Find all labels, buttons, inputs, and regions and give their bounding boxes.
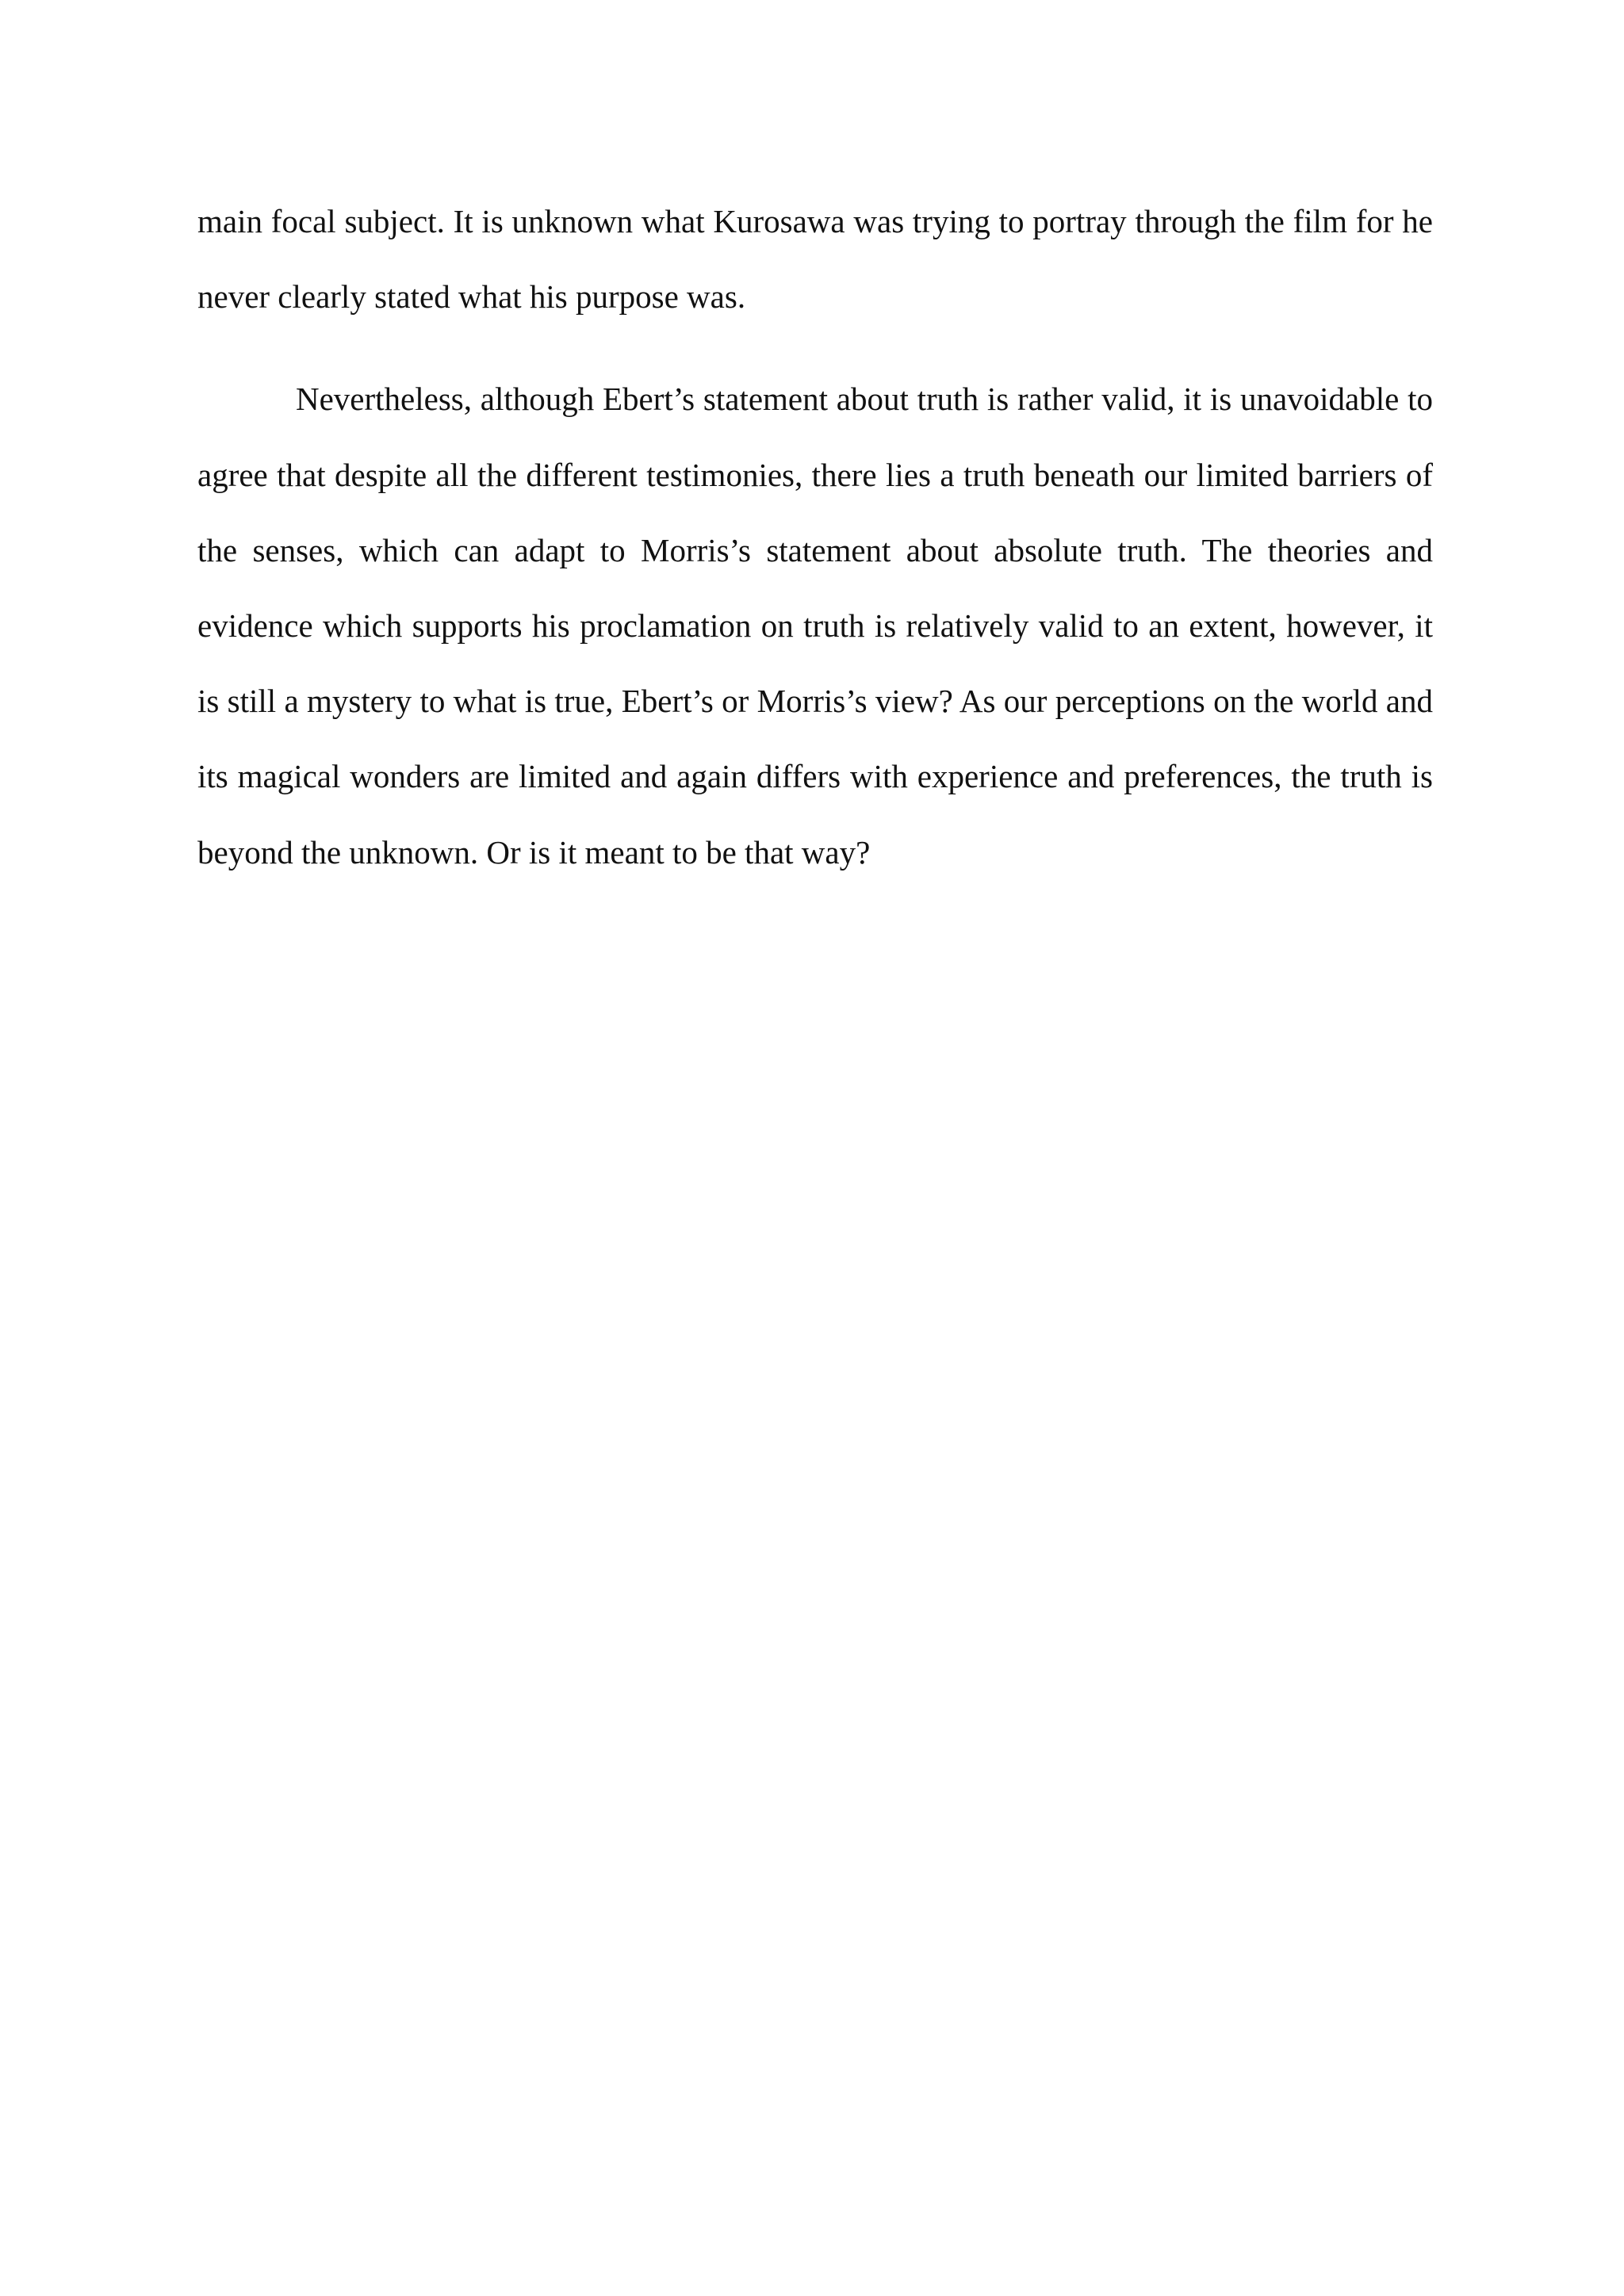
body-text [197, 184, 1433, 890]
paragraph-continuation: main focal subject. It is unknown what Kurosawa was trying to portray through the film for he never clearly stated what his purpose was. [197, 203, 1433, 316]
paragraph-nevertheless: Nevertheless, although Ebert’s statement about truth is rather valid, it is unavoidable to agree that despite all the different testimonies, there lies a truth beneath our limited barriers of the senses, which can adapt to Morris’s statement about absolute truth. The theories and evidence which supports his proclamation on truth is relatively valid to an extent, however, it is still a mystery to what is true, Ebert’s or Morris’s view? As our perceptions on the world and its magical wonders are limited and again differs with experience and preferences, the truth is beyond the unknown. Or is it meant to be that way? [197, 381, 1433, 871]
